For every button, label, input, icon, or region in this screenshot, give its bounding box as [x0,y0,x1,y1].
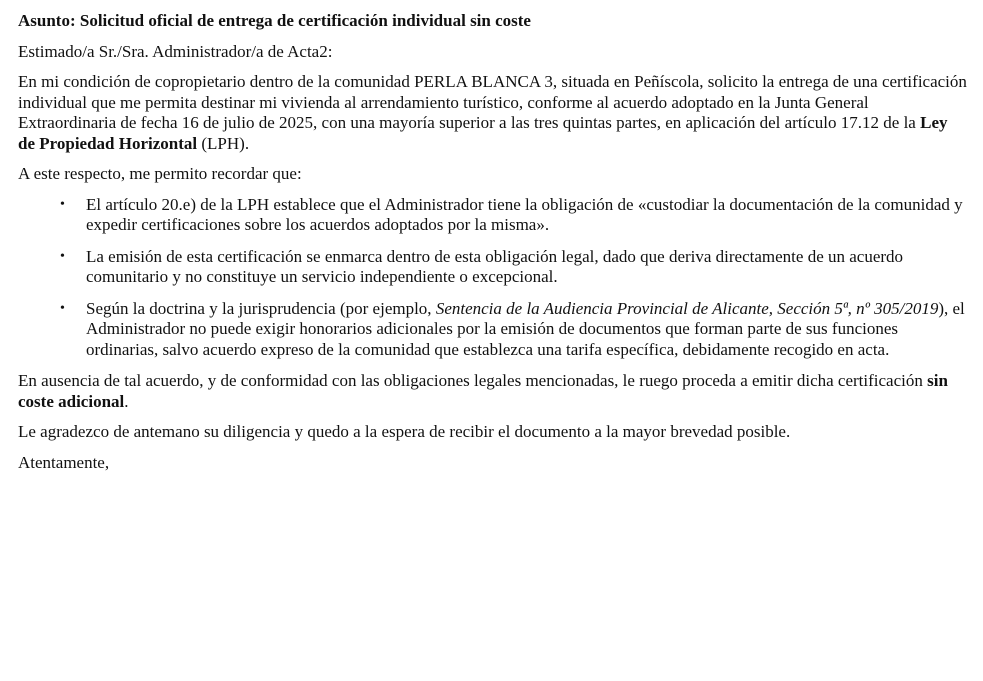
paragraph-conclusion [18,371,968,412]
paragraph-request-text: En mi condición de copropietario dentro de la comunidad PERLA BLANCA 3, situada en Peñíscola, solicito la entrega de una certificación individual que me permita destinar mi vivienda al arrendamiento turístico, conforme al acuerdo adoptado en la Junta General Extraordinaria de fecha 16 de julio de 2025, con una mayoría superior a las tres quintas partes, en aplicación del artículo 17.12 de la [18,72,967,132]
letter-greeting: Estimado/a Sr./Sra. Administrador/a de Acta2: [18,41,333,61]
bullet-icon: • [60,300,65,316]
list-item-text-post: ), el Administrador no puede exigir honorarios adicionales por la emisión de documentos que forman parte de sus funciones ordinarias, salvo acuerdo expreso de la comunidad que establezca una tarifa específica, debidamente recogido en acta. [86,298,965,359]
letter-closing: Atentamente, [18,452,110,472]
bullet-icon: • [60,248,65,264]
paragraph-request-tail: (LPH). [197,133,250,153]
list-item [18,195,968,236]
letter-document [18,11,968,483]
paragraph-conclusion-tail: . [124,391,129,411]
law-name: Ley de Propiedad Horizontal [18,113,948,153]
list-item-text: La emisión de esta certificación se enmarca dentro de esta obligación legal, dado que deriva directamente de un acuerdo comunitario y no constituye un servicio independiente o excepcional. [86,246,904,286]
bullet-icon: • [60,196,65,212]
list-item-text-pre: Según la doctrina y la jurisprudencia (por ejemplo, [86,298,436,318]
paragraph-conclusion-text: En ausencia de tal acuerdo, y de conformidad con las obligaciones legales mencionadas, le ruego proceda a emitir dicha certificación [18,371,928,390]
no-cost-emphasis: sin coste adicional [18,371,948,411]
list-item-text: El artículo 20.e) de la LPH establece que el Administrador tiene la obligación de «custodiar la documentación de la comunidad y expedir certificaciones sobre los acuerdos adoptados por la misma». [86,194,963,234]
list-item [18,299,968,361]
paragraph-intro: A este respecto, me permito recordar que: [18,164,302,183]
legal-points-list [18,195,968,361]
court-ruling-citation: Sentencia de la Audiencia Provincial de Alicante, Sección 5ª, nº 305/2019 [435,298,939,318]
paragraph-request [18,72,968,154]
paragraph-thanks: Le agradezco de antemano su diligencia y quedo a la espera de recibir el documento a la mayor brevedad posible. [18,422,791,441]
list-item [18,247,968,288]
letter-subject: Asunto: Solicitud oficial de entrega de certificación individual sin coste [18,11,531,30]
